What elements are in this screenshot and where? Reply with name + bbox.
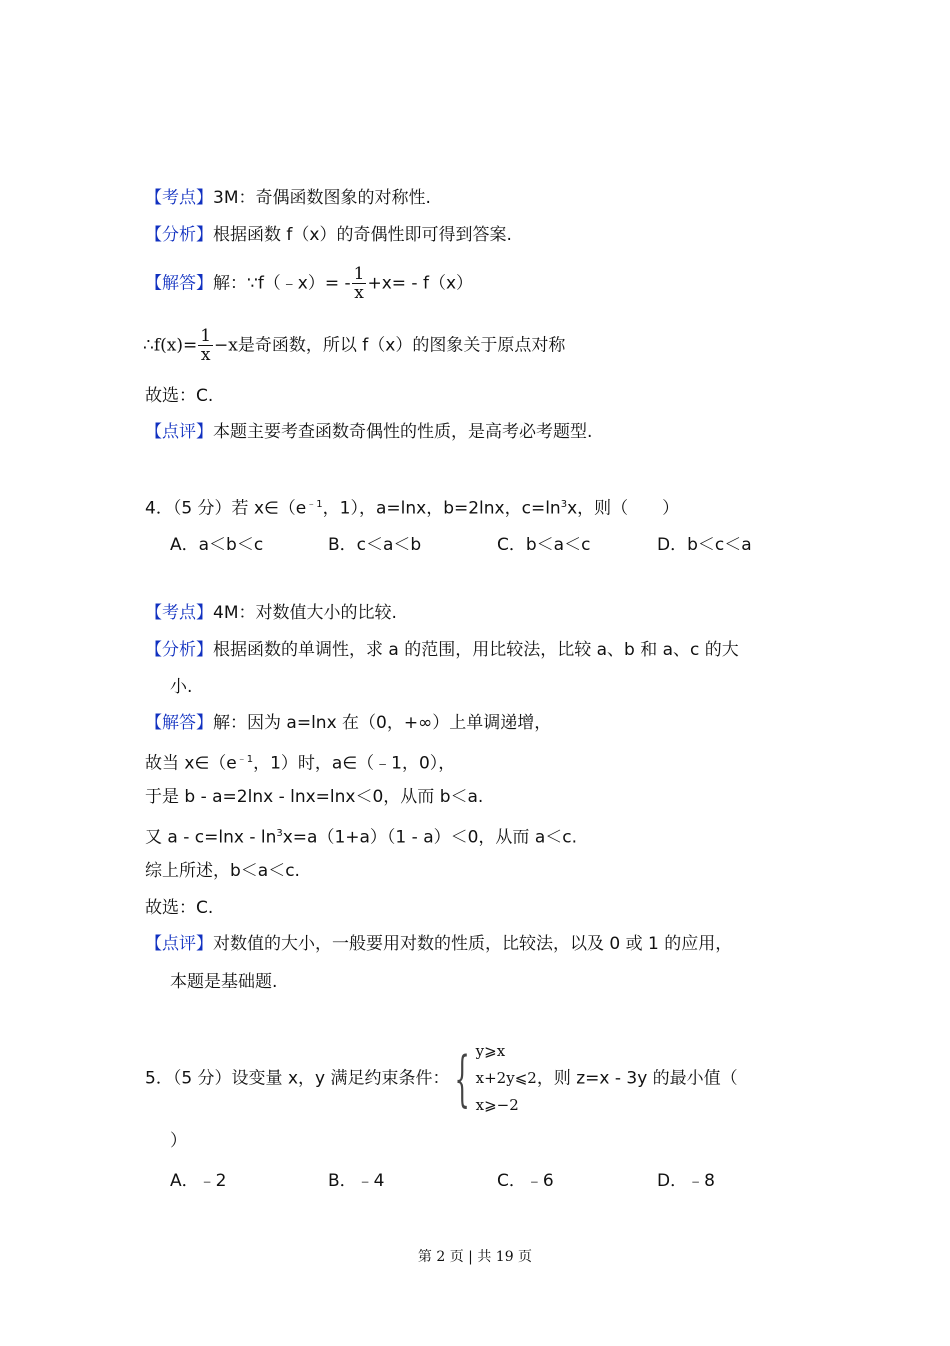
denominator: x	[200, 345, 211, 365]
text: ∴f(x)=	[143, 335, 198, 356]
q4-line2	[145, 748, 455, 776]
q5-option-c: C．﹣6	[497, 1171, 554, 1191]
text: ，1）时，a∈（﹣1，0），	[253, 753, 456, 774]
constraint: x⩾−2	[475, 1096, 519, 1114]
brace-icon: {	[454, 1043, 471, 1114]
q4-option-b: B．c＜a＜b	[328, 535, 422, 555]
text: +x= - f（x）	[367, 273, 474, 294]
page-footer: 第 2 页 | 共 19 页	[417, 1249, 533, 1265]
label: 【分析】	[145, 640, 213, 660]
q5-option-b: B．﹣4	[328, 1171, 385, 1191]
text: 3M：奇偶函数图象的对称性.	[213, 188, 431, 208]
q4-line5: 综上所述，b＜a＜c.	[145, 861, 300, 881]
q3-jieda	[145, 265, 473, 302]
constraint: x+2y⩽2	[475, 1069, 537, 1087]
q5-stem	[145, 1038, 738, 1119]
q3-kaodian	[145, 186, 431, 210]
label: 【点评】	[145, 422, 213, 442]
q4-fenxi-cont: 小.	[170, 677, 193, 697]
denominator: x	[354, 283, 364, 303]
q4-fenxi	[145, 638, 739, 662]
text: ，则 z=x - 3y 的最小值（	[536, 1068, 738, 1089]
constraint-system	[449, 1038, 536, 1119]
text: 4．（5 分）若 x∈（e	[145, 498, 307, 519]
text: x=a（1+a）（1 - a）＜0，从而 a＜c.	[282, 827, 577, 848]
text: 根据函数的单调性，求 a 的范围，用比较法，比较 a、b 和 a、c 的大	[213, 640, 739, 660]
q4-kaodian	[145, 601, 397, 625]
q4-option-d: D．b＜c＜a	[657, 535, 752, 555]
label: 【考点】	[145, 603, 213, 623]
q5-option-d: D．﹣8	[657, 1171, 715, 1191]
numerator: 1	[353, 264, 365, 284]
text: ，1），a=lnx，b=2lnx，c=ln	[322, 498, 561, 519]
q3-fenxi	[145, 223, 512, 247]
text: 4M：对数值大小的比较.	[213, 603, 397, 623]
q4-dianping-cont: 本题是基础题.	[170, 972, 278, 992]
sup: ﹣1	[236, 754, 254, 765]
label: 【解答】	[145, 273, 213, 294]
q4-line3: 于是 b - a=2lnx - lnx=lnx＜0，从而 b＜a.	[145, 787, 484, 807]
q5-stem-cont: ）	[170, 1131, 187, 1151]
sup: ﹣1	[306, 499, 323, 510]
constraint: y⩾x	[475, 1042, 506, 1060]
label: 【考点】	[145, 188, 213, 208]
label: 【解答】	[145, 713, 213, 733]
q3-therefore	[143, 327, 565, 364]
sup: 3	[560, 499, 568, 510]
label: 【分析】	[145, 225, 213, 245]
text: x，则（ ）	[567, 498, 680, 519]
fraction	[198, 327, 213, 364]
q4-option-c: C．b＜a＜c	[497, 535, 591, 555]
numerator: 1	[200, 326, 212, 346]
text: 又 a - c=lnx - ln	[145, 827, 277, 848]
q4-option-a: A．a＜b＜c	[170, 535, 264, 555]
text: −x	[214, 335, 238, 356]
q4-jieda	[145, 711, 551, 735]
text: 根据函数 f（x）的奇偶性即可得到答案.	[213, 225, 512, 245]
text: 解：∵f（﹣x）= -	[213, 273, 351, 294]
text: 故当 x∈（e	[145, 753, 237, 774]
q4-answer: 故选：C.	[145, 898, 214, 918]
fraction	[352, 265, 367, 302]
text: 是奇函数，所以 f（x）的图象关于原点对称	[237, 335, 566, 356]
text: 本题主要考查函数奇偶性的性质，是高考必考题型.	[213, 422, 593, 442]
q3-dianping	[145, 420, 592, 444]
text: 对数值的大小，一般要用对数的性质，比较法，以及 0 或 1 的应用，	[213, 934, 733, 954]
q4-dianping	[145, 932, 732, 956]
q4-line4	[145, 822, 577, 850]
text: 解：因为 a=lnx 在（0，+∞）上单调递增，	[213, 713, 552, 733]
q3-answer: 故选：C.	[145, 386, 214, 406]
q5-option-a: A．﹣2	[170, 1171, 227, 1191]
sup: 3	[276, 828, 283, 839]
text: 5．（5 分）设变量 x，y 满足约束条件：	[145, 1068, 450, 1089]
label: 【点评】	[145, 934, 213, 954]
q4-stem	[145, 493, 679, 521]
